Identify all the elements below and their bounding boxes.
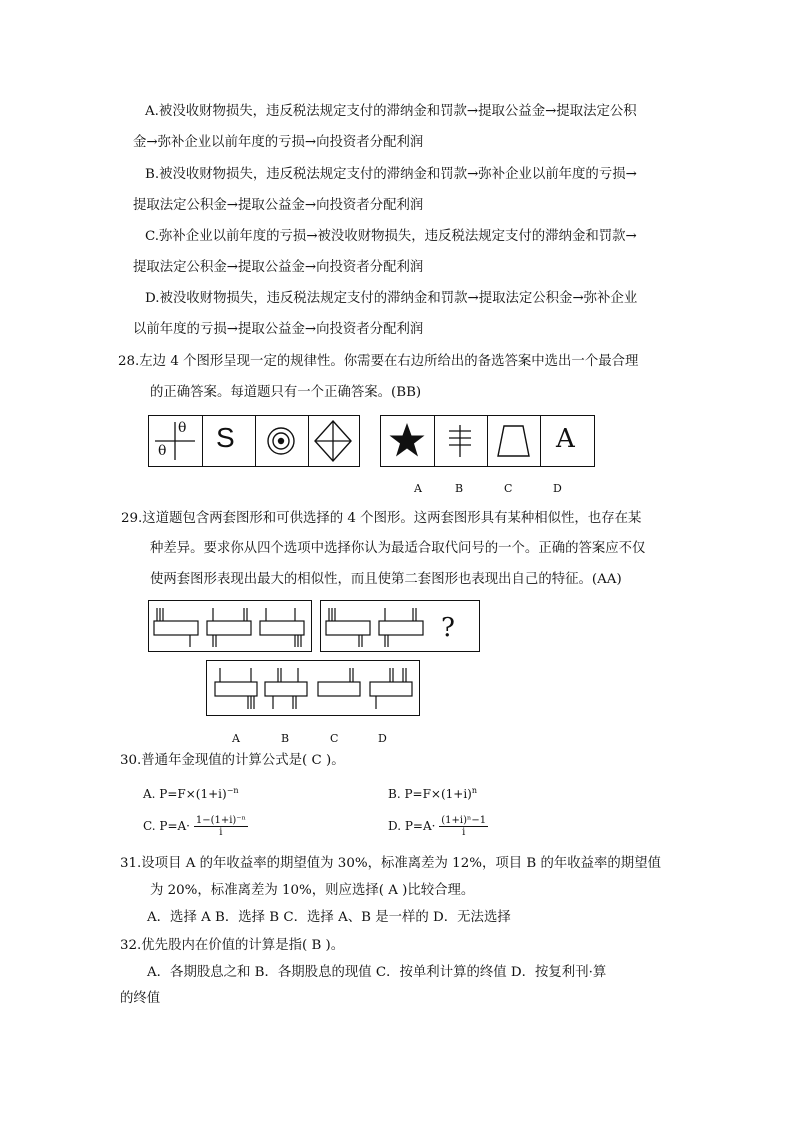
q28-answer-c-trapezoid <box>487 416 541 466</box>
q29-stem-line3: 使两套图形表现出最大的相似性，而且使第二套图形也表现出自己的特征。(AA) <box>150 572 622 587</box>
q28-figure-theta <box>149 416 203 466</box>
q28-stem-line1: 28.左边 4 个图形呈现一定的规律性。你需要在右边所给出的备选答案中选出一个最合理 <box>118 354 639 369</box>
s-glyph: S <box>216 422 235 453</box>
trapezoid-icon <box>487 416 540 466</box>
q30-option-d-denominator: i <box>462 827 466 838</box>
q29-second-set <box>320 600 480 652</box>
q28-label-d: D <box>553 482 562 495</box>
q30-option-c-numerator: 1−(1+i)⁻ⁿ <box>195 815 246 826</box>
q27-option-d-line1: D.被没收财物损失，违反税法规定支付的滞纳金和罚款→提取法定公积金→弥补企业 <box>145 291 638 306</box>
q27-option-c-line2: 提取法定公积金→提取公益金→向投资者分配利润 <box>133 260 424 275</box>
q32-stem: 32.优先股内在价值的计算是指( B )。 <box>120 938 345 953</box>
q31-options: A．选择 A B．选择 B C．选择 A、B 是一样的 D．无法选择 <box>147 910 511 925</box>
q31-stem-line1: 31.设项目 A 的年收益率的期望值为 30%，标准离差为 12%，项目 B 的年收益率的期望值 <box>120 856 661 871</box>
q30-option-c <box>143 815 248 838</box>
q30-option-a-exponent: −n <box>226 786 239 795</box>
q30-option-a-text: A. P=F×(1+i) <box>143 787 227 801</box>
theta-symbol-top: θ <box>178 420 187 436</box>
q30-option-c-text: C. P=A· <box>143 819 190 833</box>
q29-stem-line2: 种差异。要求你从四个选项中选择你认为最适合取代问号的一个。正确的答案应不仅 <box>150 541 646 556</box>
q29-first-set <box>148 600 312 652</box>
q27-option-a-line1: A.被没收财物损失，违反税法规定支付的滞纳金和罚款→提取公益金→提取法定公积 <box>145 104 637 119</box>
q29-label-d: D <box>378 732 387 745</box>
q30-option-b <box>388 786 477 801</box>
q30-option-c-denominator: i <box>219 827 223 838</box>
star-icon <box>381 416 434 466</box>
q29-label-b: B <box>281 732 290 745</box>
q31-stem-line2: 为 20%，标准离差为 10%，则应选择( A )比较合理。 <box>150 883 475 898</box>
q27-option-c-line1: C.弥补企业以前年度的亏损→被没收财物损失，违反税法规定支付的滞纳金和罚款→ <box>145 229 637 244</box>
q30-option-d-fraction <box>439 815 488 838</box>
q30-option-a <box>143 786 239 801</box>
q27-option-b-line2: 提取法定公积金→提取公益金→向投资者分配利润 <box>133 198 424 213</box>
concentric-circles-icon <box>255 416 308 466</box>
letter-a-glyph: A <box>556 424 575 454</box>
q30-option-c-fraction <box>194 815 248 838</box>
q29-label-c: C <box>330 732 339 745</box>
q30-stem: 30.普通年金现值的计算公式是( C )。 <box>120 753 345 768</box>
q28-answer-d-letter <box>540 416 594 466</box>
q27-option-b-line1: B.被没收财物损失，违反税法规定支付的滞纳金和罚款→弥补企业以前年度的亏损→ <box>145 167 637 182</box>
q28-figure-concentric-circles <box>255 416 309 466</box>
q30-option-b-text: B. P=F×(1+i) <box>388 787 472 801</box>
q30-option-d-numerator: (1+i)ⁿ−1 <box>441 815 487 826</box>
q28-figure-s <box>202 416 256 466</box>
q28-figure-diamond <box>308 416 359 466</box>
q29-label-a: A <box>232 732 240 745</box>
q30-option-d-text: D. P=A· <box>388 819 436 833</box>
q32-options-tail: 的终值 <box>120 991 161 1006</box>
q28-stem-line2: 的正确答案。每道题只有一个正确答案。(BB) <box>150 385 422 400</box>
q29-second-set-figures <box>321 601 479 651</box>
q28-label-b: B <box>455 482 464 495</box>
q28-label-c: C <box>504 482 513 495</box>
q28-answer-figure-set <box>380 415 595 467</box>
q28-answer-a-star <box>381 416 435 466</box>
diamond-icon <box>308 416 359 466</box>
q30-option-d <box>388 815 488 838</box>
q28-answer-b-lines <box>434 416 488 466</box>
q29-first-set-figures <box>149 601 311 651</box>
hash-lines-icon <box>434 416 487 466</box>
q27-option-a-line2: 金→弥补企业以前年度的亏损→向投资者分配利润 <box>133 135 424 150</box>
theta-symbol-bottom: θ <box>158 443 167 459</box>
q27-option-d-line2: 以前年度的亏损→提取公益金→向投资者分配利润 <box>133 322 424 337</box>
q28-left-figure-set <box>148 415 360 467</box>
question-mark: ? <box>441 613 455 643</box>
q29-stem-line1: 29.这道题包含两套图形和可供选择的 4 个图形。这两套图形具有某种相似性，也存在某 <box>121 511 642 526</box>
q30-option-b-exponent: n <box>471 786 478 795</box>
q32-options: A．各期股息之和 B．各期股息的现值 C．按单利计算的终值 D．按复利刊·算 <box>147 965 607 980</box>
q28-label-a: A <box>414 482 422 495</box>
q29-option-set <box>206 660 420 716</box>
q29-option-figures <box>207 661 419 715</box>
